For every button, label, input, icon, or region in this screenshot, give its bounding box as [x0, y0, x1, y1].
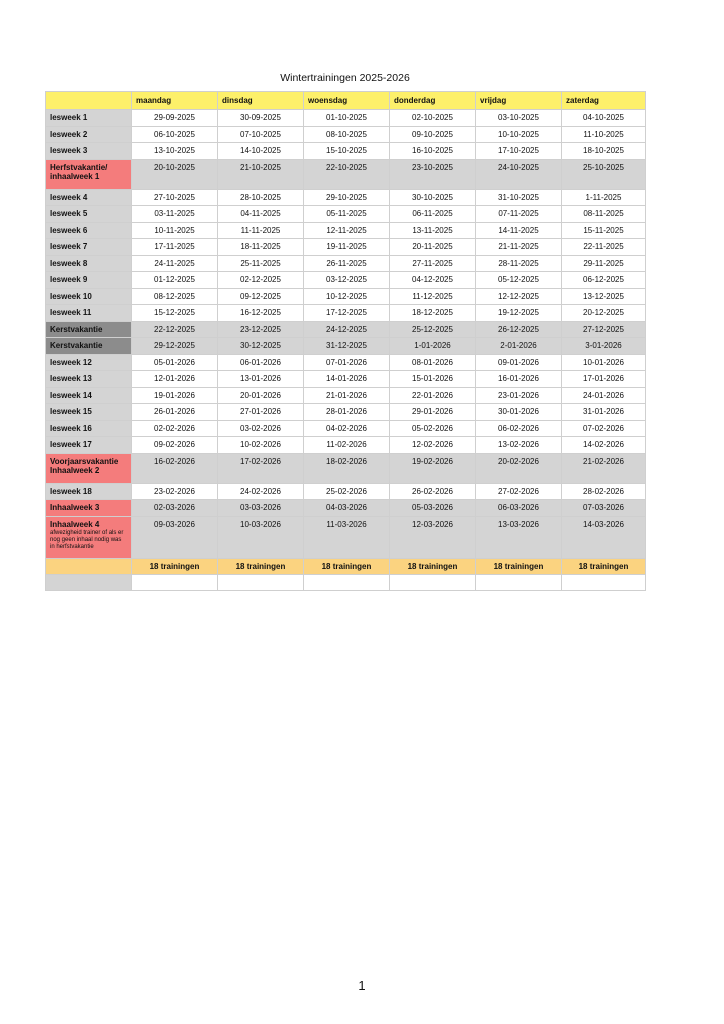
date-cell: 19-11-2025	[304, 239, 390, 256]
date-cell: 24-10-2025	[476, 159, 562, 189]
empty-cell	[476, 574, 562, 590]
week-label-text: lesweek 18	[50, 486, 92, 496]
date-cell: 15-01-2026	[390, 371, 476, 388]
date-cell: 08-11-2025	[562, 206, 646, 223]
header-day: zaterdag	[562, 92, 646, 110]
date-cell: 16-01-2026	[476, 371, 562, 388]
date-cell: 02-12-2025	[218, 272, 304, 289]
date-cell: 10-01-2026	[562, 354, 646, 371]
week-label-text: lesweek 8	[50, 258, 88, 268]
date-cell: 04-11-2025	[218, 206, 304, 223]
date-cell: 08-12-2025	[132, 288, 218, 305]
week-label-text: Kerstvakantie	[50, 341, 103, 351]
date-cell: 16-10-2025	[390, 143, 476, 160]
date-cell: 13-11-2025	[390, 222, 476, 239]
week-label	[46, 321, 132, 338]
schedule-row	[46, 159, 646, 189]
date-cell: 17-01-2026	[562, 371, 646, 388]
week-label	[46, 189, 132, 206]
date-cell: 15-11-2025	[562, 222, 646, 239]
date-cell: 10-02-2026	[218, 437, 304, 454]
date-cell: 10-11-2025	[132, 222, 218, 239]
week-label	[46, 239, 132, 256]
date-cell: 30-10-2025	[390, 189, 476, 206]
date-cell: 14-10-2025	[218, 143, 304, 160]
date-cell: 12-12-2025	[476, 288, 562, 305]
schedule-row	[46, 110, 646, 127]
date-cell: 03-10-2025	[476, 110, 562, 127]
date-cell: 23-10-2025	[390, 159, 476, 189]
date-cell: 28-02-2026	[562, 483, 646, 500]
empty-cell	[132, 574, 218, 590]
date-cell: 06-12-2025	[562, 272, 646, 289]
date-cell: 07-10-2025	[218, 126, 304, 143]
date-cell: 02-02-2026	[132, 420, 218, 437]
date-cell: 26-01-2026	[132, 404, 218, 421]
date-cell: 30-01-2026	[476, 404, 562, 421]
date-cell: 13-03-2026	[476, 516, 562, 558]
date-cell: 24-01-2026	[562, 387, 646, 404]
week-label-text: lesweek 13	[50, 374, 92, 384]
week-label-text: lesweek 11	[50, 308, 92, 318]
week-label	[46, 387, 132, 404]
date-cell: 19-12-2025	[476, 305, 562, 322]
week-label-text: lesweek 3	[50, 146, 88, 156]
date-cell: 23-01-2026	[476, 387, 562, 404]
empty-cell	[390, 574, 476, 590]
date-cell: 29-09-2025	[132, 110, 218, 127]
date-cell: 10-10-2025	[476, 126, 562, 143]
date-cell: 29-10-2025	[304, 189, 390, 206]
date-cell: 19-01-2026	[132, 387, 218, 404]
date-cell: 09-03-2026	[132, 516, 218, 558]
schedule-row	[46, 222, 646, 239]
week-label-text: lesweek 12	[50, 357, 92, 367]
schedule-row	[46, 420, 646, 437]
date-cell: 04-02-2026	[304, 420, 390, 437]
date-cell: 22-11-2025	[562, 239, 646, 256]
schedule-row	[46, 321, 646, 338]
date-cell: 12-01-2026	[132, 371, 218, 388]
week-label-text: Herfstvakantie/ inhaalweek 1	[50, 162, 108, 182]
total-cell: 18 trainingen	[132, 558, 218, 574]
date-cell: 11-12-2025	[390, 288, 476, 305]
header-day: donderdag	[390, 92, 476, 110]
date-cell: 03-11-2025	[132, 206, 218, 223]
date-cell: 03-03-2026	[218, 500, 304, 517]
date-cell: 05-03-2026	[390, 500, 476, 517]
date-cell: 28-11-2025	[476, 255, 562, 272]
date-cell: 26-11-2025	[304, 255, 390, 272]
date-cell: 19-02-2026	[390, 453, 476, 483]
week-label	[46, 305, 132, 322]
date-cell: 13-01-2026	[218, 371, 304, 388]
date-cell: 03-12-2025	[304, 272, 390, 289]
date-cell: 06-01-2026	[218, 354, 304, 371]
date-cell: 14-11-2025	[476, 222, 562, 239]
header-corner	[46, 92, 132, 110]
date-cell: 02-03-2026	[132, 500, 218, 517]
empty-cell	[46, 574, 132, 590]
week-label-text: lesweek 7	[50, 242, 88, 252]
date-cell: 03-02-2026	[218, 420, 304, 437]
header-row	[46, 92, 646, 110]
schedule-row	[46, 387, 646, 404]
date-cell: 24-02-2026	[218, 483, 304, 500]
date-cell: 30-12-2025	[218, 338, 304, 355]
week-label	[46, 371, 132, 388]
date-cell: 25-10-2025	[562, 159, 646, 189]
date-cell: 09-10-2025	[390, 126, 476, 143]
date-cell: 06-10-2025	[132, 126, 218, 143]
date-cell: 01-12-2025	[132, 272, 218, 289]
date-cell: 21-10-2025	[218, 159, 304, 189]
total-cell: 18 trainingen	[390, 558, 476, 574]
date-cell: 23-12-2025	[218, 321, 304, 338]
page-number: 1	[358, 978, 366, 993]
date-cell: 30-09-2025	[218, 110, 304, 127]
week-label	[46, 516, 132, 558]
empty-row	[46, 574, 646, 590]
schedule-row	[46, 437, 646, 454]
empty-cell	[218, 574, 304, 590]
totals-label	[46, 558, 132, 574]
date-cell: 08-10-2025	[304, 126, 390, 143]
schedule-row	[46, 206, 646, 223]
schedule-row	[46, 338, 646, 355]
date-cell: 06-11-2025	[390, 206, 476, 223]
date-cell: 11-03-2026	[304, 516, 390, 558]
date-cell: 13-12-2025	[562, 288, 646, 305]
date-cell: 12-03-2026	[390, 516, 476, 558]
date-cell: 07-03-2026	[562, 500, 646, 517]
week-label	[46, 143, 132, 160]
date-cell: 10-03-2026	[218, 516, 304, 558]
date-cell: 26-12-2025	[476, 321, 562, 338]
date-cell: 13-10-2025	[132, 143, 218, 160]
date-cell: 12-11-2025	[304, 222, 390, 239]
schedule-row	[46, 516, 646, 558]
date-cell: 08-01-2026	[390, 354, 476, 371]
header-day: dinsdag	[218, 92, 304, 110]
schedule-row	[46, 500, 646, 517]
date-cell: 17-10-2025	[476, 143, 562, 160]
document-title: Wintertrainingen 2025-2026	[280, 72, 410, 84]
date-cell: 15-10-2025	[304, 143, 390, 160]
date-cell: 3-01-2026	[562, 338, 646, 355]
week-label	[46, 338, 132, 355]
date-cell: 16-12-2025	[218, 305, 304, 322]
date-cell: 31-01-2026	[562, 404, 646, 421]
date-cell: 31-12-2025	[304, 338, 390, 355]
date-cell: 04-03-2026	[304, 500, 390, 517]
week-label	[46, 159, 132, 189]
date-cell: 17-02-2026	[218, 453, 304, 483]
week-label	[46, 500, 132, 517]
date-cell: 20-01-2026	[218, 387, 304, 404]
date-cell: 17-12-2025	[304, 305, 390, 322]
week-label-text: lesweek 9	[50, 275, 88, 285]
date-cell: 27-10-2025	[132, 189, 218, 206]
week-label	[46, 110, 132, 127]
week-label-text: lesweek 10	[50, 291, 92, 301]
schedule-row	[46, 483, 646, 500]
total-cell: 18 trainingen	[304, 558, 390, 574]
date-cell: 20-12-2025	[562, 305, 646, 322]
week-label	[46, 437, 132, 454]
date-cell: 17-11-2025	[132, 239, 218, 256]
date-cell: 29-12-2025	[132, 338, 218, 355]
date-cell: 22-01-2026	[390, 387, 476, 404]
date-cell: 1-11-2025	[562, 189, 646, 206]
week-label	[46, 354, 132, 371]
date-cell: 07-11-2025	[476, 206, 562, 223]
date-cell: 25-02-2026	[304, 483, 390, 500]
week-label	[46, 420, 132, 437]
date-cell: 20-02-2026	[476, 453, 562, 483]
week-label-text: Kerstvakantie	[50, 324, 103, 334]
week-label-text: lesweek 5	[50, 209, 88, 219]
totals-row	[46, 558, 646, 574]
week-label-text: lesweek 16	[50, 423, 92, 433]
date-cell: 1-01-2026	[390, 338, 476, 355]
date-cell: 13-02-2026	[476, 437, 562, 454]
date-cell: 24-12-2025	[304, 321, 390, 338]
empty-cell	[562, 574, 646, 590]
schedule-row	[46, 143, 646, 160]
week-label	[46, 404, 132, 421]
week-label-text: Voorjaarsvakantie Inhaalweek 2	[50, 456, 119, 476]
date-cell: 09-02-2026	[132, 437, 218, 454]
schedule-row	[46, 272, 646, 289]
schedule-row	[46, 189, 646, 206]
date-cell: 11-02-2026	[304, 437, 390, 454]
week-label-text: lesweek 6	[50, 225, 88, 235]
schedule-row	[46, 239, 646, 256]
date-cell: 25-12-2025	[390, 321, 476, 338]
date-cell: 29-01-2026	[390, 404, 476, 421]
empty-cell	[304, 574, 390, 590]
week-label	[46, 272, 132, 289]
week-label-text: lesweek 15	[50, 407, 92, 417]
week-label-text: lesweek 2	[50, 129, 88, 139]
date-cell: 04-10-2025	[562, 110, 646, 127]
date-cell: 18-10-2025	[562, 143, 646, 160]
date-cell: 26-02-2026	[390, 483, 476, 500]
schedule-row	[46, 404, 646, 421]
week-label	[46, 453, 132, 483]
total-cell: 18 trainingen	[476, 558, 562, 574]
header-day: woensdag	[304, 92, 390, 110]
date-cell: 28-01-2026	[304, 404, 390, 421]
date-cell: 18-11-2025	[218, 239, 304, 256]
schedule-row	[46, 354, 646, 371]
date-cell: 23-02-2026	[132, 483, 218, 500]
total-cell: 18 trainingen	[562, 558, 646, 574]
date-cell: 09-12-2025	[218, 288, 304, 305]
date-cell: 12-02-2026	[390, 437, 476, 454]
week-label	[46, 206, 132, 223]
schedule-row	[46, 453, 646, 483]
date-cell: 06-03-2026	[476, 500, 562, 517]
date-cell: 20-10-2025	[132, 159, 218, 189]
week-label-text: Inhaalweek 4	[50, 519, 100, 529]
week-label-text: Inhaalweek 3	[50, 503, 100, 513]
week-note: afwezigheid trainer of als er nog geen inhaal nodig was in herfstvakantie	[50, 530, 124, 550]
schedule-row	[46, 305, 646, 322]
total-cell: 18 trainingen	[218, 558, 304, 574]
date-cell: 11-10-2025	[562, 126, 646, 143]
week-label-text: lesweek 17	[50, 440, 92, 450]
week-label	[46, 483, 132, 500]
date-cell: 09-01-2026	[476, 354, 562, 371]
week-label-text: lesweek 4	[50, 192, 88, 202]
date-cell: 18-12-2025	[390, 305, 476, 322]
date-cell: 16-02-2026	[132, 453, 218, 483]
week-label	[46, 222, 132, 239]
date-cell: 14-02-2026	[562, 437, 646, 454]
date-cell: 11-11-2025	[218, 222, 304, 239]
schedule-row	[46, 371, 646, 388]
week-label-text: lesweek 14	[50, 390, 92, 400]
schedule-row	[46, 126, 646, 143]
header-day: vrijdag	[476, 92, 562, 110]
date-cell: 05-02-2026	[390, 420, 476, 437]
date-cell: 07-02-2026	[562, 420, 646, 437]
date-cell: 20-11-2025	[390, 239, 476, 256]
date-cell: 02-10-2025	[390, 110, 476, 127]
date-cell: 05-12-2025	[476, 272, 562, 289]
date-cell: 28-10-2025	[218, 189, 304, 206]
date-cell: 29-11-2025	[562, 255, 646, 272]
date-cell: 27-11-2025	[390, 255, 476, 272]
schedule-row	[46, 255, 646, 272]
training-schedule-table	[45, 91, 646, 591]
date-cell: 07-01-2026	[304, 354, 390, 371]
date-cell: 25-11-2025	[218, 255, 304, 272]
date-cell: 22-12-2025	[132, 321, 218, 338]
date-cell: 21-01-2026	[304, 387, 390, 404]
date-cell: 21-11-2025	[476, 239, 562, 256]
date-cell: 27-12-2025	[562, 321, 646, 338]
header-day: maandag	[132, 92, 218, 110]
date-cell: 14-03-2026	[562, 516, 646, 558]
date-cell: 21-02-2026	[562, 453, 646, 483]
date-cell: 01-10-2025	[304, 110, 390, 127]
date-cell: 31-10-2025	[476, 189, 562, 206]
date-cell: 15-12-2025	[132, 305, 218, 322]
date-cell: 04-12-2025	[390, 272, 476, 289]
date-cell: 06-02-2026	[476, 420, 562, 437]
date-cell: 14-01-2026	[304, 371, 390, 388]
date-cell: 22-10-2025	[304, 159, 390, 189]
date-cell: 10-12-2025	[304, 288, 390, 305]
date-cell: 24-11-2025	[132, 255, 218, 272]
schedule-row	[46, 288, 646, 305]
week-label	[46, 255, 132, 272]
week-label	[46, 288, 132, 305]
date-cell: 05-01-2026	[132, 354, 218, 371]
week-label	[46, 126, 132, 143]
date-cell: 27-01-2026	[218, 404, 304, 421]
date-cell: 2-01-2026	[476, 338, 562, 355]
date-cell: 18-02-2026	[304, 453, 390, 483]
date-cell: 27-02-2026	[476, 483, 562, 500]
date-cell: 05-11-2025	[304, 206, 390, 223]
week-label-text: lesweek 1	[50, 113, 88, 123]
